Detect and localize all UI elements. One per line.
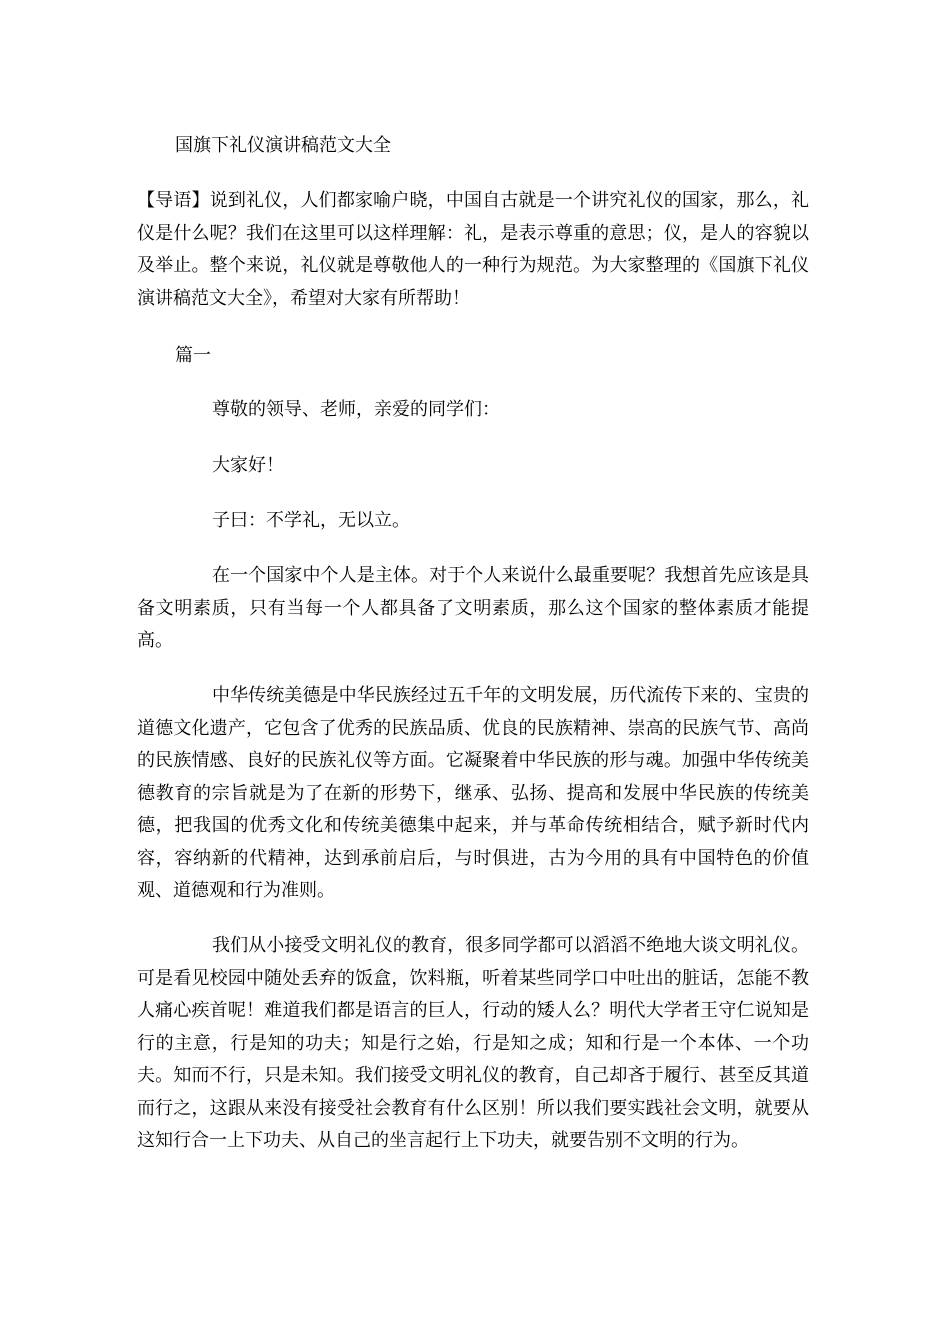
body-paragraph: 在一个国家中个人是主体。对于个人来说什么最重要呢？我想首先应该是具备文明素质，只有当每一个人都具备了文明素质，那么这个国家的整体素质才能提高。 — [137, 565, 809, 651]
speech-greeting: 大家好！ — [212, 455, 284, 476]
section-heading: 篇一 — [175, 345, 211, 366]
speech-salutation: 尊敬的领导、老师，亲爱的同学们： — [212, 399, 500, 420]
speech-quote: 子曰：不学礼，无以立。 — [212, 510, 410, 531]
body-paragraph: 我们从小接受文明礼仪的教育，很多同学都可以滔滔不绝地大谈文明礼仪。可是看见校园中随处丢弃的饭盒，饮料瓶，听着某些同学口中吐出的脏话，怎能不教人痛心疾首呢！难道我们都是语言的巨人，行动的矮人么？明代大学者王守仁说知是行的主意，行是知的功夫；知是行之始，行是知之成；知和行是一个本体、一个功夫。知而不行，只是未知。我们接受文明礼仪的教育，自己却吝于履行、甚至反其道而行之，这跟从来没有接受社会教育有什么区别！所以我们要实践社会文明，就要从这知行合一上下功夫、从自己的坐言起行上下功夫，就要告别不文明的行为。 — [137, 935, 809, 1151]
document-title: 国旗下礼仪演讲稿范文大全 — [175, 135, 391, 156]
intro-paragraph: 【导语】说到礼仪，人们都家喻户晓，中国自古就是一个讲究礼仪的国家，那么，礼仪是什么呢？我们在这里可以这样理解：礼，是表示尊重的意思；仪，是人的容貌以及举止。整个来说，礼仪就是尊敬他人的一种行为规范。为大家整理的《国旗下礼仪演讲稿范文大全》，希望对大家有所帮助！ — [137, 190, 809, 309]
body-paragraph: 中华传统美德是中华民族经过五千年的文明发展，历代流传下来的、宝贵的道德文化遗产，它包含了优秀的民族品质、优良的民族精神、崇高的民族气节、高尚的民族情感、良好的民族礼仪等方面。它凝聚着中华民族的形与魂。加强中华传统美德教育的宗旨就是为了在新的形势下，继承、弘扬、提高和发展中华民族的传统美德，把我国的优秀文化和传统美德集中起来，并与革命传统相结合，赋予新时代内容，容纳新的代精神，达到承前启后，与时俱进，古为今用的具有中国特色的价值观、道德观和行为准则。 — [137, 685, 809, 901]
